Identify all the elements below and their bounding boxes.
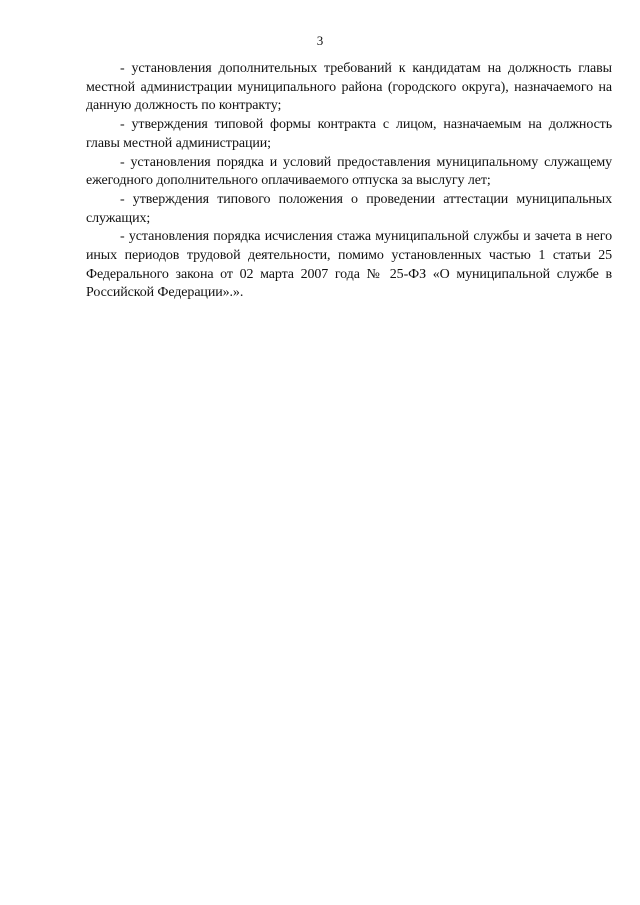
page-number: 3 [316,33,324,48]
list-item-service-length: - установления порядка исчисления стажа муниципальной службы и зачета в него иных периодов трудовой деятельности, помимо установленных частью 1 статьи 25 Федерального закона от 02 марта 2007 года № 25-ФЗ «О муниципальной службе в Российской Федерации».». [86,229,612,301]
list-item-leave-procedure: - установления порядка и условий предоставления муниципальному служащему ежегодного дополнительного оплачиваемого отпуска за выслугу лет; [86,154,612,189]
list-item-contract-form: - утверждения типовой формы контракта с лицом, назначаемым на должность главы местной администрации; [86,117,612,151]
list-item-additional-requirements: - установления дополнительных требований к кандидатам на должность главы местной администрации муниципального района (городского округа), назначаемого на данную должность по контракту; [86,61,612,114]
document-body [86,60,612,303]
list-item-attestation-regulation: - утверждения типового положения о проведении аттестации муниципальных служащих; [86,191,612,226]
